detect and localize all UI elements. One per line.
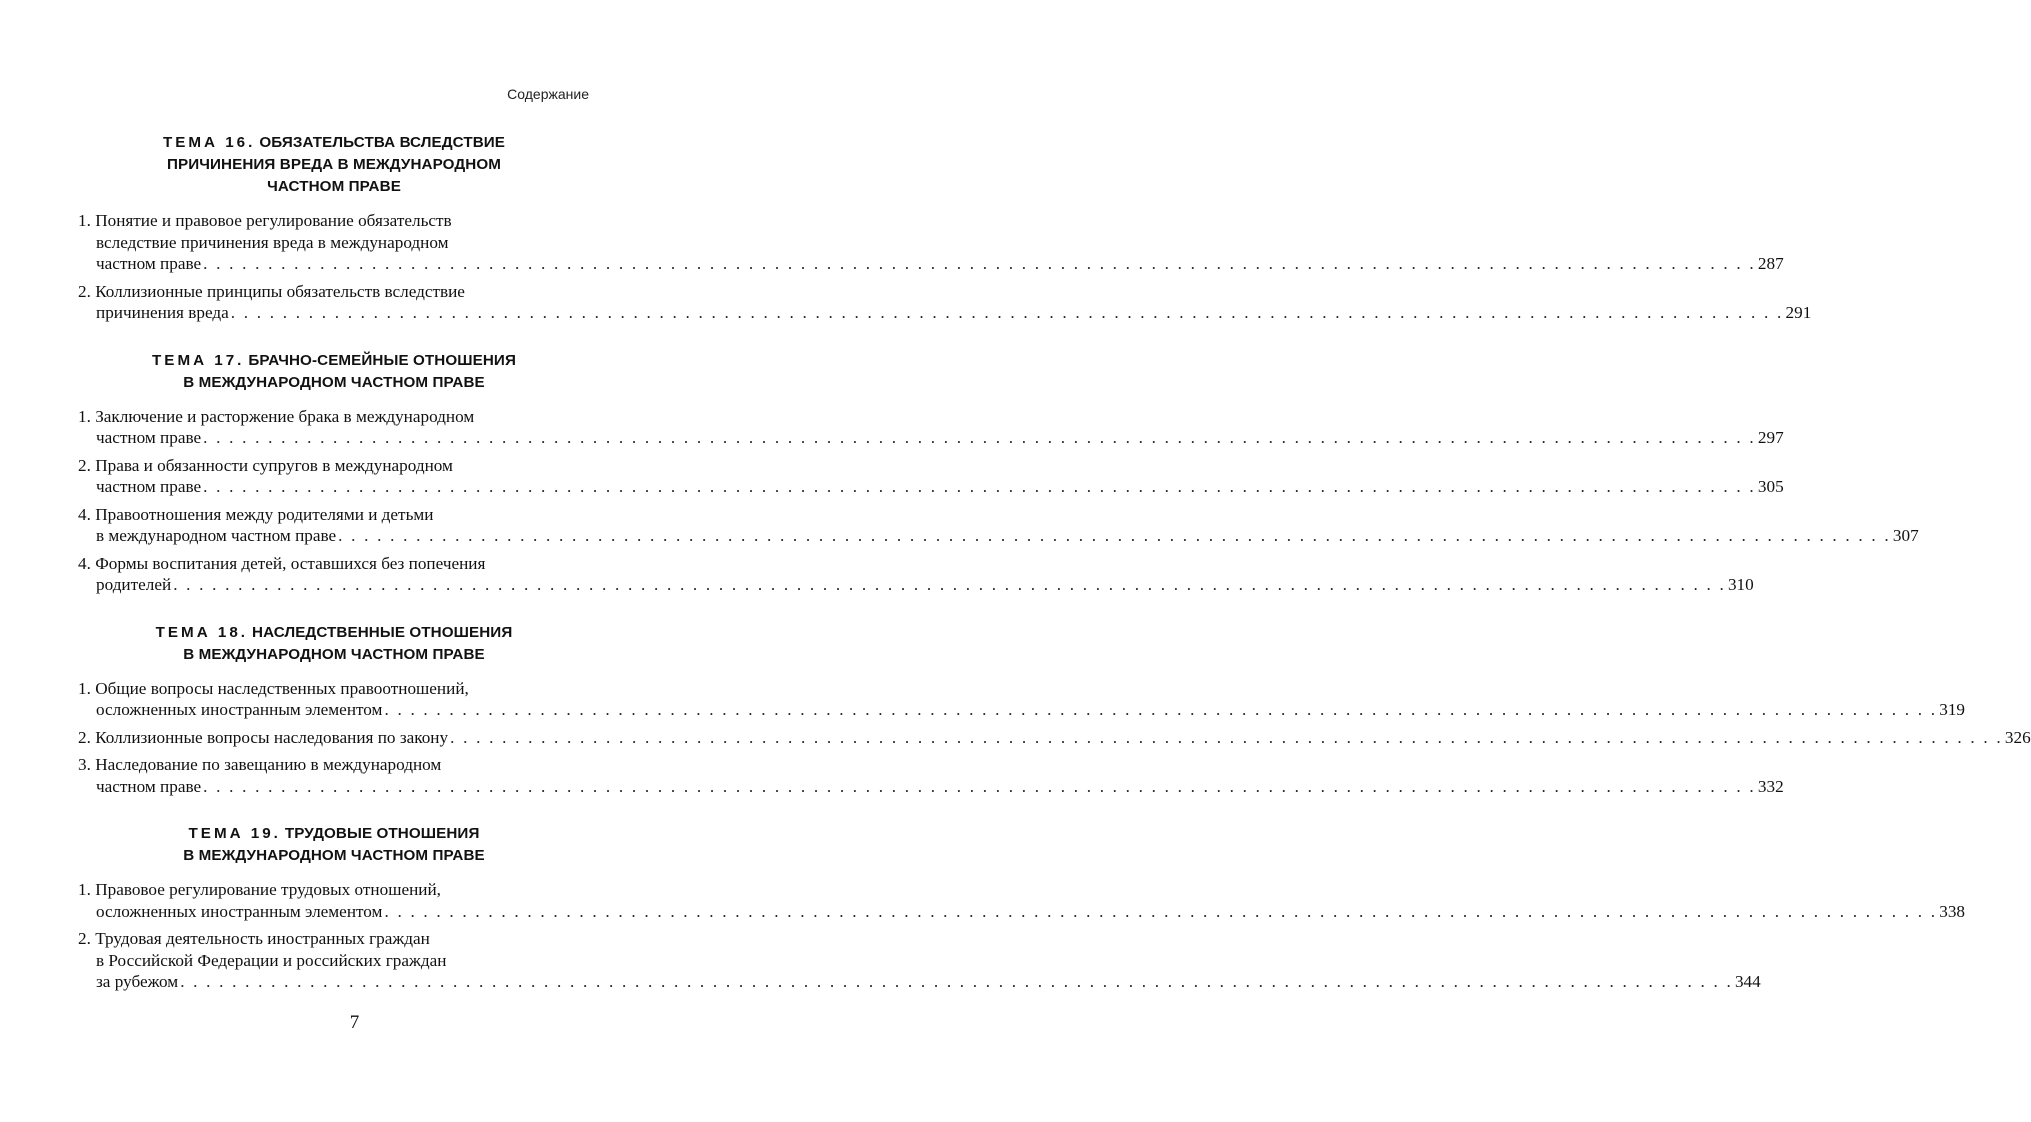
toc-entry[interactable]	[78, 879, 1965, 922]
entry-title-line: 1. Понятие и правовое регулирование обязательств	[78, 211, 452, 230]
toc-entry[interactable]	[78, 406, 1784, 449]
entry-title-end: частном праве	[96, 428, 202, 447]
toc-entry[interactable]	[78, 210, 1784, 275]
dot-leader: . . . . . . . . . . . . . . . . . . . . . . . . . . . . . . . . . . . . . . . . . . . . . . . . . . . . . . . . . . . . . . . . . . . . . . . . . . . . . . . . . . . . . . . . . . . . . . . . . . . . . . . . . . . . . . . . . . . . . . . .	[173, 575, 1726, 594]
entry-last-line	[78, 427, 1784, 449]
running-head: Содержание	[507, 86, 589, 102]
topic-title-line	[78, 372, 590, 394]
entry-last-line	[78, 727, 2031, 749]
entry-title-end: частном праве	[96, 254, 202, 273]
entry-last-line	[78, 776, 1784, 798]
entry-page-number: 305	[1757, 477, 1784, 496]
topic-title	[78, 132, 590, 198]
topic-title-text: В МЕЖДУНАРОДНОМ ЧАСТНОМ ПРАВЕ	[183, 847, 485, 864]
entry-last-line	[78, 525, 1919, 547]
toc-entry[interactable]	[78, 504, 1919, 547]
entry-title-line: 4. Правоотношения между родителями и детьми	[78, 504, 434, 524]
page-number: 7	[349, 1012, 360, 1033]
entry-page-number: 291	[1785, 303, 1812, 322]
topic-title-line	[78, 622, 590, 644]
toc-topic	[78, 823, 1965, 993]
toc-entry[interactable]	[78, 678, 1965, 721]
topic-title-text: В МЕЖДУНАРОДНОМ ЧАСТНОМ ПРАВЕ	[183, 373, 485, 391]
topic-label: ТЕМА 19.	[188, 825, 281, 842]
entry-last-line	[78, 302, 1812, 324]
entry-last-line	[78, 971, 1761, 993]
topic-title-line	[78, 350, 590, 372]
entry-title-line: 2. Права и обязанности супругов в международном	[78, 455, 453, 475]
entry-page-number: 310	[1727, 575, 1754, 594]
topic-title-line	[78, 823, 590, 845]
entry-title-end: в международном частном праве	[96, 526, 337, 545]
dot-leader: . . . . . . . . . . . . . . . . . . . . . . . . . . . . . . . . . . . . . . . . . . . . . . . . . . . . . . . . . . . . . . . . . . . . . . . . . . . . . . . . . . . . . . . . . . . . . . . . . . . . . . . . . . . . . . . . . . . . . . . .	[203, 428, 1756, 447]
entry-page-number: 307	[1892, 526, 1919, 545]
topic-title-text: ОБЯЗАТЕЛЬСТВА ВСЛЕДСТВИЕ	[259, 134, 506, 151]
dot-leader: . . . . . . . . . . . . . . . . . . . . . . . . . . . . . . . . . . . . . . . . . . . . . . . . . . . . . . . . . . . . . . . . . . . . . . . . . . . . . . . . . . . . . . . . . . . . . . . . . . . . . . . . . . . . . . . . . . . . . . . .	[450, 727, 2003, 747]
topic-title-line	[78, 176, 590, 198]
topic-title-text: БРАЧНО-СЕМЕЙНЫЕ ОТНОШЕНИЯ	[248, 351, 516, 369]
topic-label: ТЕМА 17.	[152, 351, 245, 369]
entry-page-number: 344	[1734, 972, 1761, 991]
entry-page-number: 338	[1939, 901, 1965, 921]
dot-leader: . . . . . . . . . . . . . . . . . . . . . . . . . . . . . . . . . . . . . . . . . . . . . . . . . . . . . . . . . . . . . . . . . . . . . . . . . . . . . . . . . . . . . . . . . . . . . . . . . . . . . . . . . . . . . . . . . . . . . . . .	[203, 776, 1756, 796]
toc-entry[interactable]	[78, 727, 2031, 749]
entry-last-line	[78, 476, 1784, 498]
entry-title-end: за рубежом	[96, 972, 179, 991]
entry-last-line	[78, 699, 1965, 721]
entry-title-line: вследствие причинения вреда в международном	[96, 232, 449, 252]
entry-title-line: в Российской Федерации и российских граждан	[96, 950, 447, 970]
toc-topic	[78, 132, 1812, 324]
topic-label: ТЕМА 16.	[162, 134, 256, 151]
toc-entry[interactable]	[78, 281, 1812, 324]
dot-leader: . . . . . . . . . . . . . . . . . . . . . . . . . . . . . . . . . . . . . . . . . . . . . . . . . . . . . . . . . . . . . . . . . . . . . . . . . . . . . . . . . . . . . . . . . . . . . . . . . . . . . . . . . . . . . . . . . . . . . . . .	[203, 254, 1756, 273]
entry-page-number: 319	[1939, 700, 1965, 719]
entry-title-line: 3. Наследование по завещанию в международном	[78, 755, 442, 774]
topic-title	[78, 350, 590, 394]
entry-title-line: 1. Заключение и расторжение брака в международном	[78, 406, 475, 426]
entry-title-line: 4. Формы воспитания детей, оставшихся без попечения	[78, 553, 486, 573]
entry-title-end: осложненных иностранным элементом	[96, 700, 383, 719]
entry-title-line: 1. Общие вопросы наследственных правоотношений,	[78, 678, 469, 698]
table-of-contents	[78, 132, 2031, 1019]
topic-title-line	[78, 644, 590, 666]
topic-title-text: НАСЛЕДСТВЕННЫЕ ОТНОШЕНИЯ	[252, 623, 513, 641]
topic-title-line	[78, 132, 590, 154]
topic-title-text: ТРУДОВЫЕ ОТНОШЕНИЯ	[284, 825, 480, 842]
entry-page-number: 326	[2004, 727, 2031, 747]
entry-title-end: 2. Коллизионные вопросы наследования по закону	[78, 727, 449, 747]
toc-topic	[78, 350, 1919, 596]
topic-title	[78, 622, 590, 666]
dot-leader: . . . . . . . . . . . . . . . . . . . . . . . . . . . . . . . . . . . . . . . . . . . . . . . . . . . . . . . . . . . . . . . . . . . . . . . . . . . . . . . . . . . . . . . . . . . . . . . . . . . . . . . . . . . . . . . . . . . . . . . .	[203, 477, 1756, 496]
dot-leader: . . . . . . . . . . . . . . . . . . . . . . . . . . . . . . . . . . . . . . . . . . . . . . . . . . . . . . . . . . . . . . . . . . . . . . . . . . . . . . . . . . . . . . . . . . . . . . . . . . . . . . . . . . . . . . . . . . . . . . . .	[230, 303, 1784, 322]
dot-leader: . . . . . . . . . . . . . . . . . . . . . . . . . . . . . . . . . . . . . . . . . . . . . . . . . . . . . . . . . . . . . . . . . . . . . . . . . . . . . . . . . . . . . . . . . . . . . . . . . . . . . . . . . . . . . . . . . . . . . . . .	[338, 526, 1891, 545]
entry-title-end: частном праве	[96, 477, 202, 496]
topic-title-text: ПРИЧИНЕНИЯ ВРЕДА В МЕЖДУНАРОДНОМ	[167, 156, 501, 173]
entry-title-end: осложненных иностранным элементом	[96, 901, 383, 921]
dot-leader: . . . . . . . . . . . . . . . . . . . . . . . . . . . . . . . . . . . . . . . . . . . . . . . . . . . . . . . . . . . . . . . . . . . . . . . . . . . . . . . . . . . . . . . . . . . . . . . . . . . . . . . . . . . . . . . . . . . . . . . .	[180, 972, 1733, 991]
toc-entry[interactable]	[78, 754, 1784, 797]
entry-last-line	[78, 901, 1965, 923]
topic-title-text: В МЕЖДУНАРОДНОМ ЧАСТНОМ ПРАВЕ	[183, 645, 485, 663]
entry-page-number: 332	[1757, 776, 1784, 796]
topic-label: ТЕМА 18.	[155, 623, 248, 641]
entry-title-line: 2. Трудовая деятельность иностранных граждан	[78, 929, 430, 948]
toc-entry[interactable]	[78, 455, 1784, 498]
dot-leader: . . . . . . . . . . . . . . . . . . . . . . . . . . . . . . . . . . . . . . . . . . . . . . . . . . . . . . . . . . . . . . . . . . . . . . . . . . . . . . . . . . . . . . . . . . . . . . . . . . . . . . . . . . . . . . . . . . . . . . . .	[384, 901, 1938, 921]
dot-leader: . . . . . . . . . . . . . . . . . . . . . . . . . . . . . . . . . . . . . . . . . . . . . . . . . . . . . . . . . . . . . . . . . . . . . . . . . . . . . . . . . . . . . . . . . . . . . . . . . . . . . . . . . . . . . . . . . . . . . . . .	[384, 700, 1938, 719]
entry-page-number: 297	[1757, 428, 1784, 447]
topic-title-line	[78, 845, 590, 867]
entry-title-line: 1. Правовое регулирование трудовых отношений,	[78, 880, 441, 899]
entry-title-end: частном праве	[96, 776, 202, 796]
entry-last-line	[78, 574, 1754, 596]
toc-entry[interactable]	[78, 553, 1754, 596]
toc-topic	[78, 622, 2031, 798]
entry-last-line	[78, 253, 1784, 275]
entry-title-end: причинения вреда	[96, 303, 229, 322]
topic-title-line	[78, 154, 590, 176]
topic-title-text: ЧАСТНОМ ПРАВЕ	[267, 178, 401, 195]
entry-title-line: 2. Коллизионные принципы обязательств вследствие	[78, 281, 465, 301]
entry-page-number: 287	[1757, 254, 1784, 273]
toc-entry[interactable]	[78, 928, 1761, 993]
entry-title-end: родителей	[96, 575, 172, 594]
topic-title	[78, 823, 590, 867]
